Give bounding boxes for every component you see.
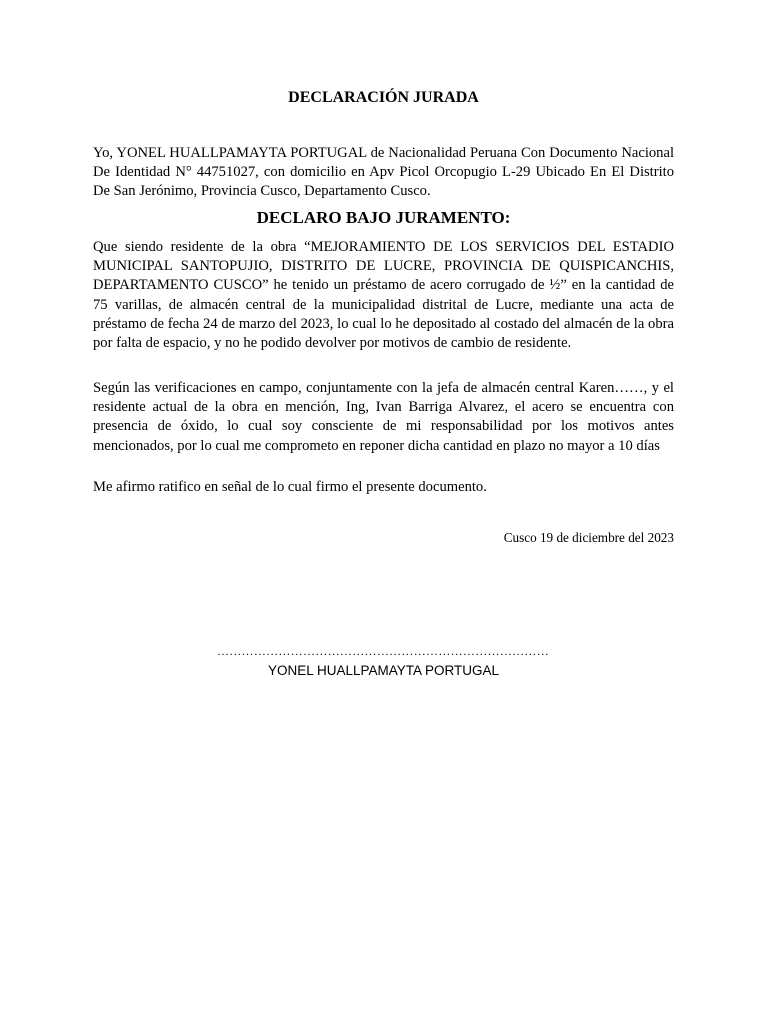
signatory-name: YONEL HUALLPAMAYTA PORTUGAL [267, 663, 500, 678]
signature-line: ……………………………………………………………………… [216, 644, 550, 658]
declarant-intro-paragraph: Yo, YONEL HUALLPAMAYTA PORTUGAL de Nacionalidad Peruana Con Documento Nacional De Identidad N° 44751027, con domicilio en Apv Picol Orcopugio L-29 Ubicado En El Distrito De San Jerónimo, Provincia Cusco, Departamento Cusco. [93, 145, 674, 200]
declaration-paragraph-loan: Que siendo residente de la obra “MEJORAMIENTO DE LOS SERVICIOS DEL ESTADIO MUNICIPAL SANTOPUJIO, DISTRITO DE LUCRE, PROVINCIA DE QUISPICANCHIS, DEPARTAMENTO CUSCO” he tenido un préstamo de acero corrugado de ½” en la cantidad de 75 varillas, de almacén central de la municipalidad distrital de Lucre, mediante una acta de préstamo de fecha 24 de marzo del 2023, lo cual lo he depositado al costado del almacén de la obra por falta de espacio, y no he podido devolver por motivos de cambio de residente. [93, 239, 674, 352]
declaration-subtitle: DECLARO BAJO JURAMENTO: [256, 208, 511, 227]
document-date: Cusco 19 de diciembre del 2023 [503, 530, 674, 545]
declaration-paragraph-ratification: Me afirmo ratifico en señal de lo cual firmo el presente documento. [93, 479, 487, 495]
document-title: DECLARACIÓN JURADA [288, 89, 479, 106]
declaration-paragraph-verification: Según las verificaciones en campo, conjuntamente con la jefa de almacén central Karen……, y el residente actual de la obra en mención, Ing, Ivan Barriga Alvarez, el acero se encuentra con presencia de óxido, lo cual soy consciente de mi responsabilidad por los motivos antes mencionados, por lo cual me comprometo en reponer dicha cantidad en plazo no mayor a 10 días [93, 380, 674, 454]
